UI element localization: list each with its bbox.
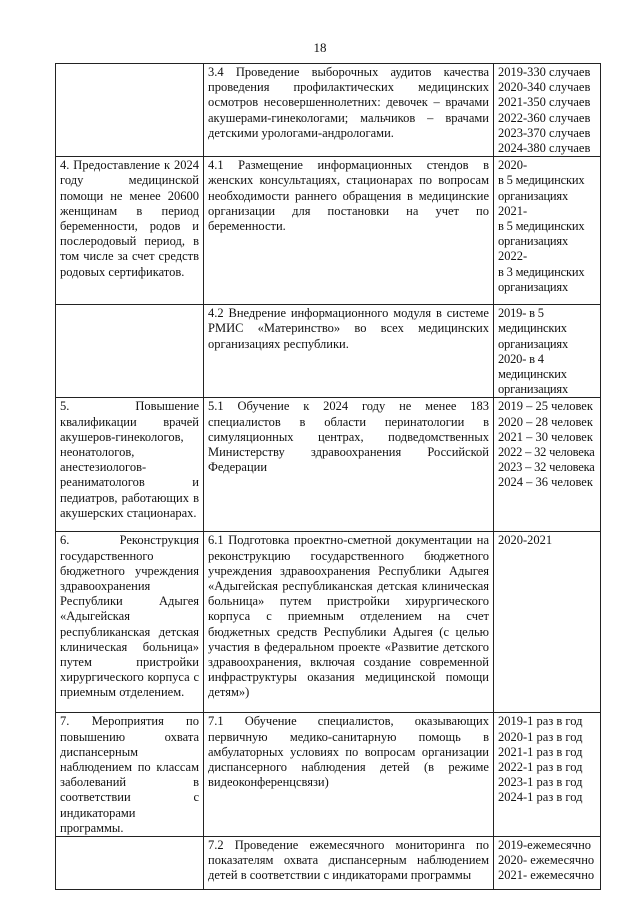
term-line: 2024-380 случаев [498,141,591,156]
task-cell: 4. Предоставление к 2024 году медицинской помощи не менее 20600 женщинам в период беременности, родов и послеродовый период, в том числе за счет средств родовых сертификатов. [56,157,204,305]
table-row [56,713,601,837]
task-cell [56,305,204,398]
term-line: 2021 – 30 человек [498,429,593,444]
terms-cell [494,157,601,305]
term-line: 2021-1 раз в год [498,744,583,759]
table-row [56,305,601,398]
table-row [56,837,601,890]
term-line: в 3 медицинских организациях [498,264,585,294]
term-line: 2022-1 раз в год [498,760,583,775]
terms-cell [494,532,601,713]
terms-cell [494,837,601,890]
term-line: 2024 – 36 человек [498,475,593,490]
term-line: 2021-350 случаев [498,95,591,110]
term-line: 2019-ежемесячно [498,838,592,853]
term-line: в 5 медицинских организациях [498,219,585,249]
terms-cell [494,398,601,532]
measures-table [55,63,601,890]
measure-cell: 3.4 Проведение выборочных аудитов качества проведения профилактических медицинских осмотров несовершеннолетних: девочек – врачами акушерами-гинекологами; мальчиков – врачами детскими урологами-андрологами. [204,64,494,157]
term-line: 2022 – 32 человека [498,445,595,460]
measure-cell: 4.2 Внедрение информационного модуля в системе РМИС «Материнство» во всех медицинских организациях республики. [204,305,494,398]
term-line: 2023-370 случаев [498,125,591,140]
table-row [56,398,601,532]
term-line: 2019-1 раз в год [498,714,583,729]
term-line: 2020- [498,158,528,173]
page-number: 18 [313,40,327,55]
table-row [56,157,601,305]
task-cell: 5. Повышение квалификации врачей акушеров-гинекологов, неонатологов, анестезиологов-реаниматологов и педиатров, работающих в акушерских стационарах. [56,398,204,532]
term-line: 2021- ежемесячно [498,868,595,883]
term-line: 2022-360 случаев [498,110,591,125]
term-line: 2023 – 32 человека [498,460,595,475]
term-line: 2019- в 5 медицинских организациях [498,306,569,351]
term-line: 2021- [498,203,528,218]
measure-cell: 6.1 Подготовка проектно-сметной документации на реконструкцию государственного бюджетного учреждения здравоохранения Республики Адыгея «Адыгейская республиканская детская клиническая больница» путем пристройки хирургического корпуса с приемным отделением на счет бюджетных средств Республики Адыгея (с целью участия в федеральном проекте «Развитие детского здравоохранения, включая создание современной инфраструктуры оказания медицинской помощи детям») [204,532,494,713]
term-line: 2022- [498,249,528,264]
task-cell [56,64,204,157]
term-line: 2024-1 раз в год [498,790,583,805]
task-cell [56,837,204,890]
measure-cell: 7.1 Обучение специалистов, оказывающих первичную медико-санитарную помощь в амбулаторных условиях по вопросам организации диспансерного наблюдения детей (в режиме видеоконференцсвязи) [204,713,494,837]
term-line: 2020- в 4 медицинских организациях [498,351,569,397]
term-line: 2020-1 раз в год [498,729,583,744]
term-line: 2020-2021 [498,533,553,548]
task-cell: 6. Реконструкция государственного бюджетного учреждения здравоохранения Республики Адыгея «Адыгейская республиканская детская клиническая больница» путем пристройки хирургического корпуса с приемным отделением. [56,532,204,713]
table-row [56,532,601,713]
measure-cell: 4.1 Размещение информационных стендов в женских консультациях, стационарах по вопросам необходимости раннего обращения в медицинские организации для постановки на учет по беременности. [204,157,494,305]
term-line: в 5 медицинских организациях [498,173,585,203]
term-line: 2023-1 раз в год [498,775,583,790]
terms-cell [494,305,601,398]
term-line: 2020 – 28 человек [498,414,593,429]
term-line: 2019-330 случаев [498,65,591,79]
term-line: 2019 – 25 человек [498,399,593,414]
task-cell: 7. Мероприятия по повышению охвата диспансерным наблюдением по классам заболеваний в соответствии с индикаторами программы. [56,713,204,837]
measure-cell: 5.1 Обучение к 2024 году не менее 183 специалистов в области перинатологии в симуляционных центрах, подведомственных Министерству здравоохранения Российской Федерации [204,398,494,532]
measure-cell: 7.2 Проведение ежемесячного мониторинга по показателям охвата диспансерным наблюдением детей в соответствии с индикаторами программы [204,837,494,890]
term-line: 2020-340 случаев [498,80,591,95]
table-row [56,64,601,157]
term-line: 2020- ежемесячно [498,853,595,868]
terms-cell [494,713,601,837]
terms-cell [494,64,601,157]
